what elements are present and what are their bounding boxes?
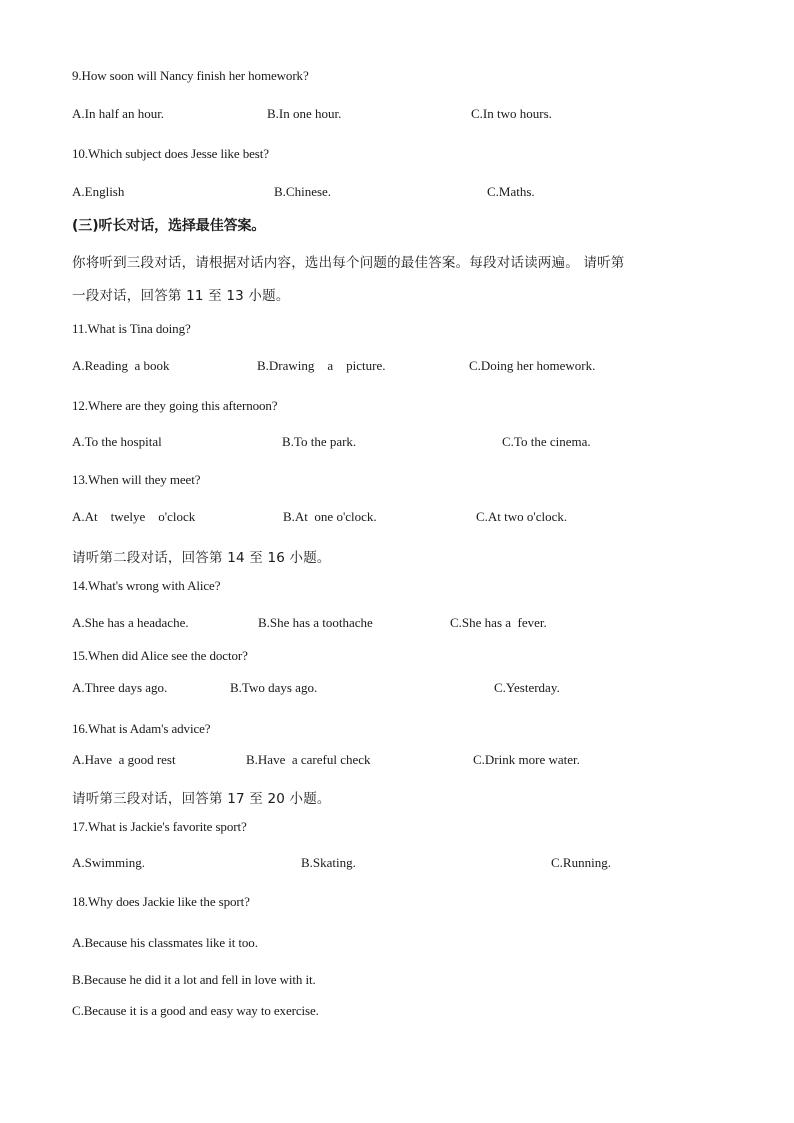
option-a: A.Have a good rest (72, 752, 176, 767)
option-c: C.Maths. (487, 184, 535, 199)
option-a: A.Swimming. (72, 855, 145, 870)
options-q17 (0, 855, 794, 873)
question-13: 13.When will they meet? (72, 472, 201, 487)
question-14: 14.What's wrong with Alice? (72, 578, 221, 593)
option-b: B.Drawing a picture. (257, 358, 386, 373)
option-c: C.She has a fever. (450, 615, 547, 630)
question-17: 17.What is Jackie's favorite sport? (72, 819, 247, 834)
option-a: A.She has a headache. (72, 615, 189, 630)
part2-instructions: 请听第二段对话，回答第 14 至 16 小题。 (72, 550, 331, 566)
options-q9 (0, 106, 794, 124)
section-heading: (三)听长对话，选择最佳答案。 (72, 218, 266, 234)
option-b: B.Because he did it a lot and fell in love with it. (72, 972, 316, 987)
option-b: B.Chinese. (274, 184, 332, 199)
option-a: A.Reading a book (72, 358, 170, 373)
section-instructions-line1: 你将听到三段对话，请根据对话内容，选出每个问题的最佳答案。每段对话读两遍。 请听第 (72, 255, 625, 271)
options-q13 (0, 509, 794, 527)
question-12: 12.Where are they going this afternoon? (72, 398, 278, 413)
question-18: 18.Why does Jackie like the sport? (72, 894, 250, 909)
section-instructions-line2: 一段对话，回答第 11 至 13 小题。 (72, 288, 290, 304)
option-a: A.At twelye o'clock (72, 509, 196, 524)
question-9: 9.How soon will Nancy finish her homework? (72, 68, 309, 83)
options-q14 (0, 615, 794, 633)
options-q12 (0, 434, 794, 452)
option-c: C.Drink more water. (473, 752, 580, 767)
option-a: A.Because his classmates like it too. (72, 935, 258, 950)
option-a: A.English (72, 184, 125, 199)
option-c: C.In two hours. (471, 106, 552, 121)
option-b: B.Skating. (301, 855, 356, 870)
question-11: 11.What is Tina doing? (72, 321, 191, 336)
question-15: 15.When did Alice see the doctor? (72, 648, 248, 663)
option-b: B.She has a toothache (258, 615, 373, 630)
option-b: B.To the park. (282, 434, 357, 449)
question-10: 10.Which subject does Jesse like best? (72, 146, 269, 161)
option-a: A.To the hospital (72, 434, 162, 449)
option-a: A.In half an hour. (72, 106, 165, 121)
question-16: 16.What is Adam's advice? (72, 721, 211, 736)
options-q16 (0, 752, 794, 770)
options-q11 (0, 358, 794, 376)
option-c: C.Because it is a good and easy way to exercise. (72, 1003, 319, 1018)
option-c: C.Running. (551, 855, 611, 870)
option-b: B.Have a careful check (246, 752, 371, 767)
option-c: C.To the cinema. (502, 434, 591, 449)
option-c: C.At two o'clock. (476, 509, 568, 524)
option-c: C.Yesterday. (494, 680, 560, 695)
option-c: C.Doing her homework. (469, 358, 596, 373)
option-b: B.At one o'clock. (283, 509, 377, 524)
options-q15 (0, 680, 794, 698)
options-q10 (0, 184, 794, 202)
part3-instructions: 请听第三段对话，回答第 17 至 20 小题。 (72, 791, 331, 807)
option-a: A.Three days ago. (72, 680, 168, 695)
option-b: B.Two days ago. (230, 680, 318, 695)
option-b: B.In one hour. (267, 106, 342, 121)
